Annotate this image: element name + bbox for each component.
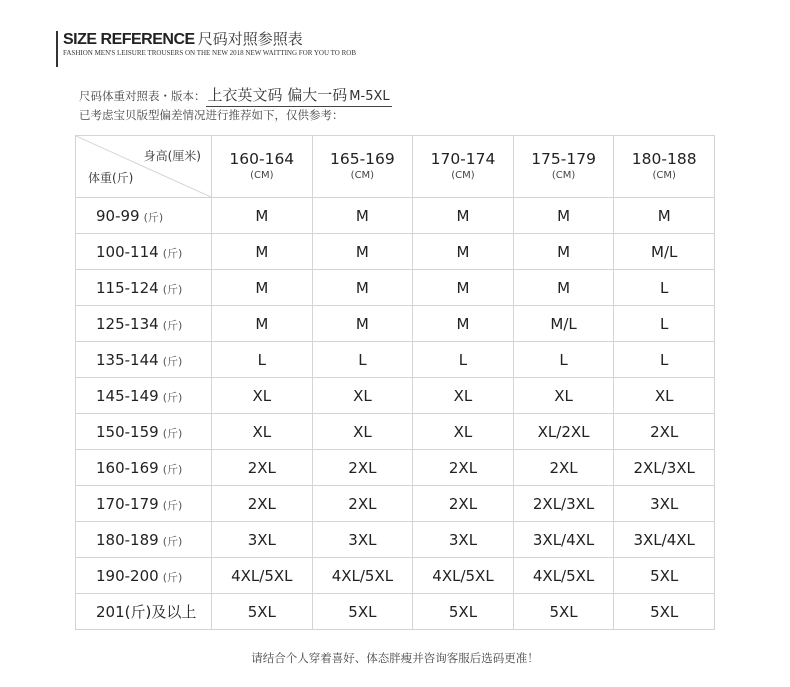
size-cell: 4XL/5XL bbox=[413, 558, 514, 594]
weight-unit: (斤) bbox=[162, 462, 183, 476]
table-row bbox=[76, 306, 715, 342]
corner-weight-label: 体重(斤) bbox=[88, 171, 134, 185]
weight-unit: (斤) bbox=[162, 498, 183, 512]
size-cell: M/L bbox=[513, 306, 614, 342]
size-cell: 2XL bbox=[212, 486, 313, 522]
table-row bbox=[76, 522, 715, 558]
weight-unit: (斤) bbox=[162, 354, 183, 368]
size-cell: XL bbox=[614, 378, 715, 414]
size-cell: 2XL bbox=[614, 414, 715, 450]
size-cell: M bbox=[614, 198, 715, 234]
size-cell: XL bbox=[513, 378, 614, 414]
size-cell: 4XL/5XL bbox=[212, 558, 313, 594]
size-cell: M bbox=[413, 198, 514, 234]
weight-range: 201(斤)及以上 bbox=[96, 603, 197, 621]
height-column-header bbox=[312, 136, 413, 198]
size-cell: 5XL bbox=[614, 594, 715, 630]
corner-height-label: 身高(厘米) bbox=[143, 149, 201, 163]
table-row bbox=[76, 234, 715, 270]
size-cell: 2XL bbox=[312, 486, 413, 522]
size-cell: XL bbox=[413, 378, 514, 414]
weight-cell bbox=[76, 378, 212, 414]
size-cell: L bbox=[614, 270, 715, 306]
size-cell: XL bbox=[212, 378, 313, 414]
height-unit: (CM) bbox=[350, 170, 375, 181]
size-cell: M bbox=[312, 270, 413, 306]
size-cell: M bbox=[212, 198, 313, 234]
weight-cell bbox=[76, 486, 212, 522]
table-row bbox=[76, 558, 715, 594]
size-cell: 3XL bbox=[614, 486, 715, 522]
title-english: SIZE REFERENCE bbox=[63, 31, 195, 48]
size-cell: 5XL bbox=[413, 594, 514, 630]
table-row bbox=[76, 378, 715, 414]
weight-cell bbox=[76, 558, 212, 594]
size-cell: L bbox=[312, 342, 413, 378]
weight-cell bbox=[76, 270, 212, 306]
size-cell: 3XL bbox=[413, 522, 514, 558]
weight-unit: (斤) bbox=[162, 570, 183, 584]
weight-cell bbox=[76, 594, 212, 630]
size-cell: L bbox=[614, 342, 715, 378]
table-row bbox=[76, 270, 715, 306]
size-cell: L bbox=[413, 342, 514, 378]
table-header-row bbox=[76, 136, 715, 198]
intro-version-prefix: 尺码体重对照表・版本： bbox=[79, 89, 206, 103]
weight-range: 135-144 bbox=[96, 350, 159, 369]
height-unit: (CM) bbox=[451, 170, 475, 181]
height-unit: (CM) bbox=[551, 170, 576, 181]
size-cell: 2XL bbox=[312, 450, 413, 486]
table-row bbox=[76, 450, 715, 486]
weight-range: 170-179 bbox=[96, 494, 159, 513]
weight-range: 90-99 bbox=[96, 206, 140, 225]
intro-size-range: M-5XL bbox=[349, 89, 390, 104]
weight-range: 190-200 bbox=[96, 566, 159, 585]
table-row bbox=[76, 198, 715, 234]
size-cell: L bbox=[614, 306, 715, 342]
size-cell: 4XL/5XL bbox=[513, 558, 614, 594]
title-chinese: 尺码对照参照表 bbox=[197, 30, 303, 48]
table-corner-cell bbox=[76, 136, 212, 198]
size-cell: XL bbox=[413, 414, 514, 450]
height-unit: (CM) bbox=[652, 170, 676, 181]
size-cell: 3XL/4XL bbox=[614, 522, 715, 558]
size-cell: XL/2XL bbox=[513, 414, 614, 450]
size-cell: 2XL bbox=[212, 450, 313, 486]
weight-unit: (斤) bbox=[143, 210, 164, 224]
weight-cell bbox=[76, 414, 212, 450]
size-cell: M bbox=[513, 270, 614, 306]
weight-range: 115-124 bbox=[96, 278, 159, 297]
intro-disclaimer: 已考虑宝贝版型偏差情况进行推荐如下，仅供参考： bbox=[79, 108, 344, 122]
size-cell: 4XL/5XL bbox=[312, 558, 413, 594]
weight-range: 160-169 bbox=[96, 458, 159, 477]
page-title bbox=[63, 30, 303, 49]
weight-unit: (斤) bbox=[162, 282, 183, 296]
page-subtitle: FASHION MEN'S LEISURE TROUSERS ON THE NEW 2018 NEW WAITTING FOR YOU TO ROB bbox=[63, 49, 357, 57]
weight-unit: (斤) bbox=[162, 246, 183, 260]
weight-cell bbox=[76, 450, 212, 486]
size-cell: M bbox=[212, 234, 313, 270]
size-cell: M/L bbox=[614, 234, 715, 270]
weight-unit: (斤) bbox=[162, 390, 183, 404]
height-range: 175-179 bbox=[531, 150, 596, 168]
height-range: 170-174 bbox=[430, 150, 496, 168]
size-cell: 2XL bbox=[513, 450, 614, 486]
height-column-header bbox=[614, 136, 715, 198]
weight-cell bbox=[76, 522, 212, 558]
intro-version-line bbox=[79, 84, 392, 107]
size-cell: 5XL bbox=[312, 594, 413, 630]
table-row bbox=[76, 414, 715, 450]
height-column-header bbox=[212, 136, 313, 198]
size-cell: XL bbox=[312, 378, 413, 414]
weight-unit: (斤) bbox=[162, 426, 183, 440]
height-range: 165-169 bbox=[330, 150, 395, 168]
weight-cell bbox=[76, 342, 212, 378]
size-cell: L bbox=[513, 342, 614, 378]
table-row bbox=[76, 342, 715, 378]
weight-cell bbox=[76, 234, 212, 270]
weight-cell bbox=[76, 198, 212, 234]
weight-range: 180-189 bbox=[96, 530, 159, 549]
weight-range: 150-159 bbox=[96, 422, 159, 441]
intro-highlight-text: 上衣英文码 偏大一码 bbox=[207, 86, 348, 104]
footer-note: 请结合个人穿着喜好、体态胖瘦并咨询客服后选码更准！ bbox=[251, 651, 539, 665]
corner-diagonal-line bbox=[76, 136, 211, 197]
size-cell: XL bbox=[312, 414, 413, 450]
size-cell: M bbox=[212, 270, 313, 306]
size-cell: M bbox=[312, 306, 413, 342]
weight-unit: (斤) bbox=[162, 534, 183, 548]
size-cell: 5XL bbox=[614, 558, 715, 594]
table-row bbox=[76, 486, 715, 522]
size-cell: 5XL bbox=[212, 594, 313, 630]
size-cell: 3XL bbox=[312, 522, 413, 558]
size-cell: 2XL bbox=[413, 450, 514, 486]
size-cell: M bbox=[413, 306, 514, 342]
table-row bbox=[76, 594, 715, 630]
size-reference-table bbox=[75, 135, 715, 630]
size-cell: L bbox=[212, 342, 313, 378]
height-column-header bbox=[413, 136, 514, 198]
size-cell: M bbox=[513, 198, 614, 234]
intro-version-highlight bbox=[206, 84, 392, 107]
size-cell: M bbox=[312, 234, 413, 270]
size-cell: 2XL/3XL bbox=[513, 486, 614, 522]
size-cell: 3XL/4XL bbox=[513, 522, 614, 558]
weight-range: 125-134 bbox=[96, 314, 159, 333]
weight-cell bbox=[76, 306, 212, 342]
weight-unit: (斤) bbox=[162, 318, 183, 332]
weight-range: 145-149 bbox=[96, 386, 159, 405]
size-cell: 2XL/3XL bbox=[614, 450, 715, 486]
size-cell: M bbox=[413, 270, 514, 306]
size-cell: 5XL bbox=[513, 594, 614, 630]
height-range: 160-164 bbox=[229, 150, 295, 168]
size-cell: 3XL bbox=[212, 522, 313, 558]
height-range: 180-188 bbox=[631, 150, 697, 168]
size-cell: XL bbox=[212, 414, 313, 450]
weight-range: 100-114 bbox=[96, 242, 159, 261]
height-column-header bbox=[513, 136, 614, 198]
header-accent-bar bbox=[56, 31, 58, 67]
size-cell: M bbox=[513, 234, 614, 270]
size-cell: 2XL bbox=[413, 486, 514, 522]
size-cell: M bbox=[413, 234, 514, 270]
size-cell: M bbox=[212, 306, 313, 342]
size-cell: M bbox=[312, 198, 413, 234]
height-unit: (CM) bbox=[250, 170, 274, 181]
